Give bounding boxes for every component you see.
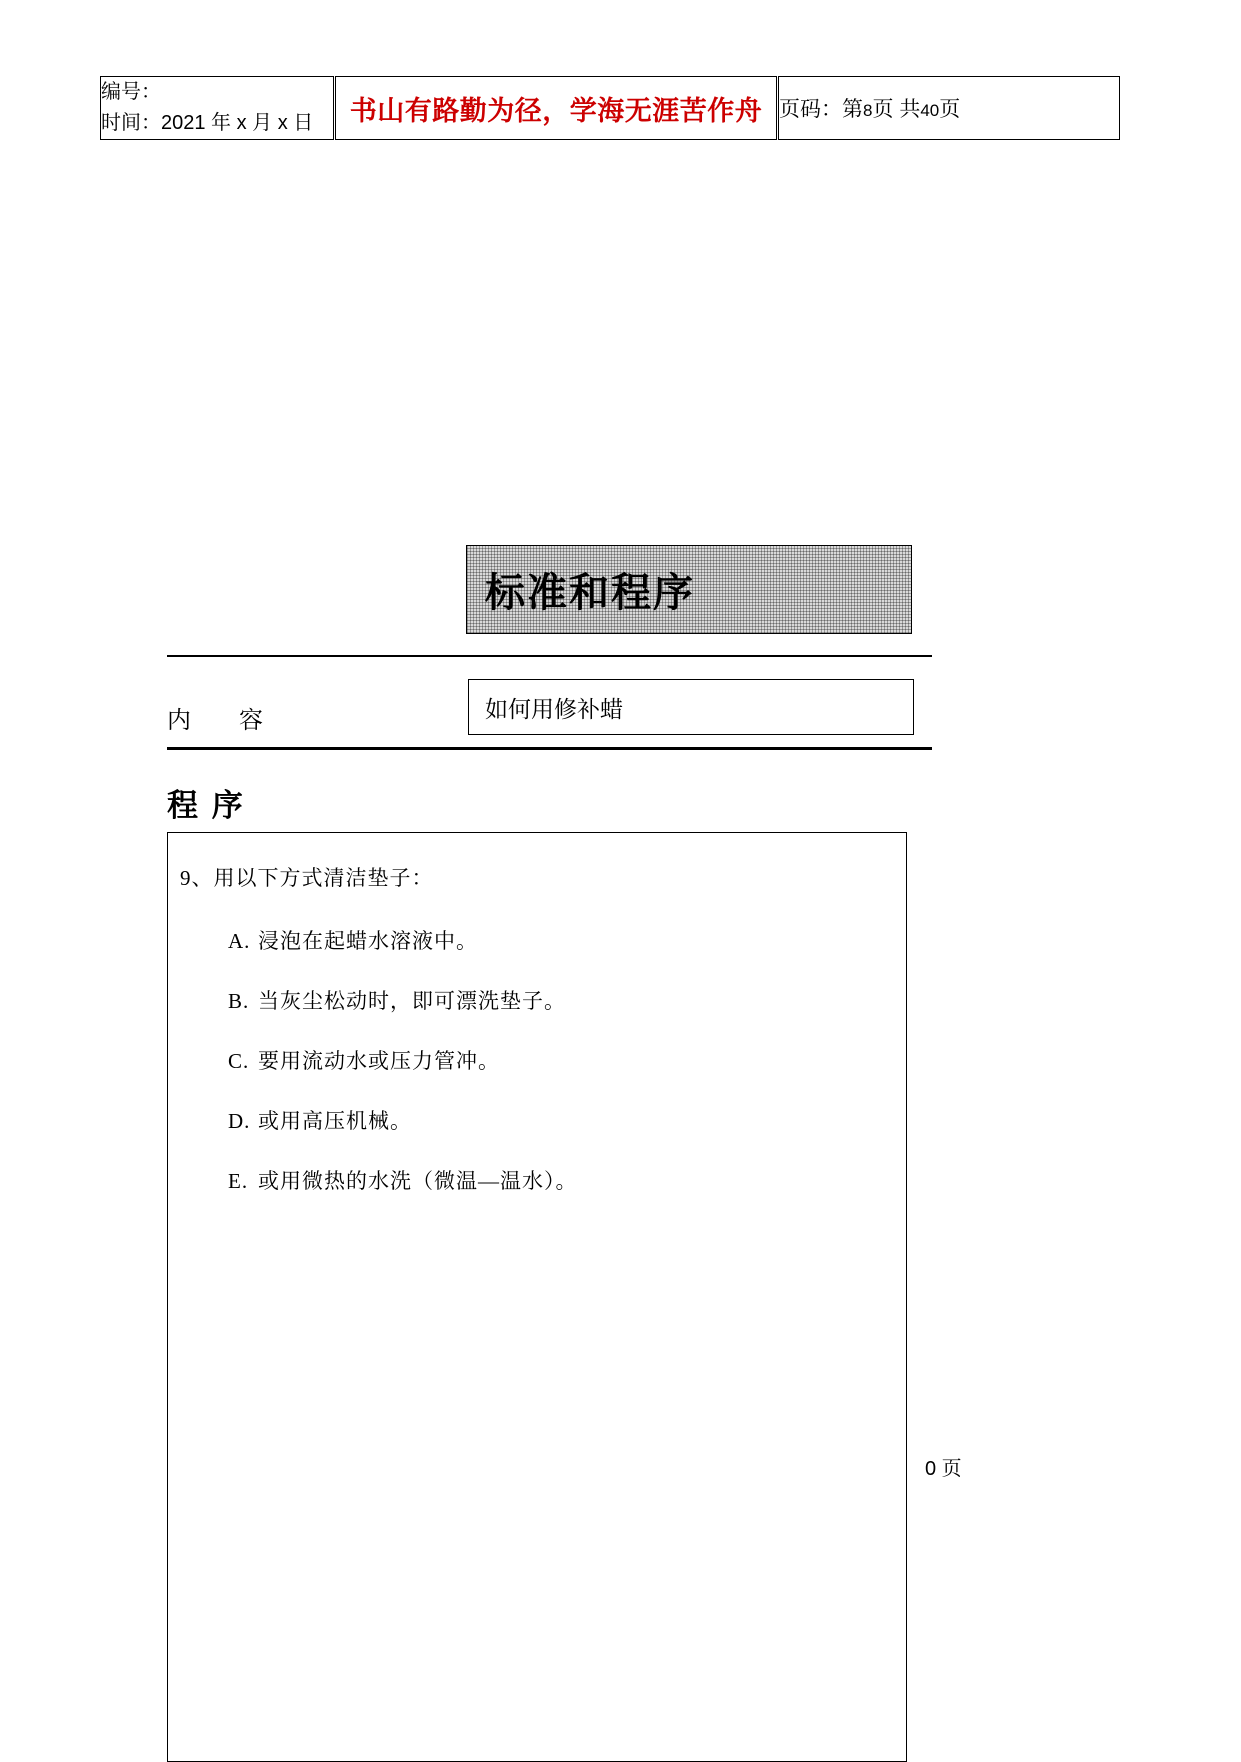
page-total-unit: 页 (939, 98, 961, 121)
page-total-number: 40 (920, 101, 940, 120)
list-item-marker: B. (228, 989, 250, 1013)
header-slogan-cell (335, 77, 778, 140)
divider-bottom (167, 747, 932, 750)
list-item (228, 925, 478, 955)
list-item (228, 1045, 500, 1075)
list-item-marker: D. (228, 1109, 251, 1133)
page-current-prefix: 第 (842, 98, 863, 121)
footer-page-fragment: 0 页 (925, 1458, 962, 1480)
list-item-marker: E. (228, 1169, 249, 1193)
list-item-marker: C. (228, 1049, 250, 1073)
content-field-label: 内 容 (167, 708, 275, 734)
procedure-body-box (167, 832, 907, 1762)
content-field-value: 如何用修补蜡 (485, 696, 623, 722)
table-row (101, 77, 1120, 140)
header-meta-cell (101, 77, 335, 140)
document-title-banner (466, 545, 912, 634)
list-item-label: 当灰尘松动时，即可漂洗垫子。 (258, 989, 566, 1013)
header-number-label: 编号： (101, 81, 161, 103)
list-item-marker: A. (228, 929, 251, 953)
page-total-prefix: 共 (899, 98, 921, 121)
list-item-label: 或用微热的水洗（微温—温水）。 (258, 1169, 578, 1193)
procedure-item (180, 862, 434, 892)
list-item-label: 要用流动水或压力管冲。 (258, 1049, 500, 1073)
header-slogan: 书山有路勤为径，学海无涯苦作舟 (349, 95, 763, 126)
page-current-unit: 页 (872, 98, 894, 121)
page-current-number: 8 (863, 101, 873, 120)
page-label: 页码： (779, 98, 842, 121)
procedure-heading: 程 序 (167, 788, 246, 823)
page-title: 标准和程序 (485, 571, 695, 615)
procedure-item-text: 用以下方式清洁垫子： (213, 866, 434, 890)
page-header-table (100, 76, 1120, 140)
list-item-label: 或用高压机械。 (258, 1109, 412, 1133)
header-pagination-cell (778, 77, 1120, 140)
list-item-label: 浸泡在起蜡水溶液中。 (258, 929, 478, 953)
divider-top (167, 655, 932, 657)
procedure-item-number: 9、 (180, 866, 214, 890)
header-date-label: 时间：2021 年 x 月 x 日 (101, 112, 314, 134)
list-item (228, 1165, 578, 1195)
content-field-box (468, 679, 914, 735)
list-item (228, 985, 566, 1015)
list-item (228, 1105, 412, 1135)
